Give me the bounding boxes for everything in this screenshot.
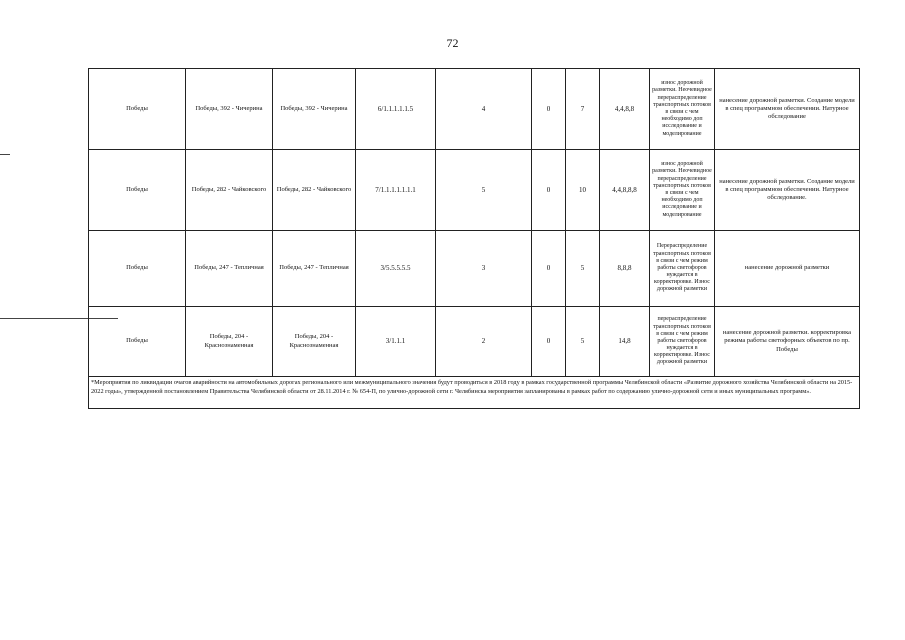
types-cell: 14,8 bbox=[600, 307, 650, 377]
code-cell: 7/1.1.1.1.1.1.1 bbox=[356, 150, 436, 231]
footnote-text: *Мероприятия по ликвидации очагов аварийности на автомобильных дорогах регионального или межмуниципального значения будут проводиться в 2018 году в рамках государственной программы Челябинской области «Развитие дорожного хозяйства Челябинской области на 2015-2022 годы», утвержденной постановлением Правительства Челябинской области от 28.11.2014 г. № 654-П, по улично-дорожной сети г. Челябинска мероприятия запланированы в рамках работ по содержанию улично-дорожной сети и иных муниципальных программ». bbox=[89, 377, 860, 409]
count-cell: 2 bbox=[436, 307, 532, 377]
code-cell: 6/1.1.1.1.1.5 bbox=[356, 69, 436, 150]
section-from-cell: Победы, 247 - Тепличная bbox=[186, 231, 273, 307]
section-to-cell: Победы, 282 - Чайковского bbox=[273, 150, 356, 231]
count-cell: 4 bbox=[436, 69, 532, 150]
street-cell: Победы bbox=[89, 307, 186, 377]
page-number: 72 bbox=[446, 36, 459, 50]
injured-cell: 7 bbox=[566, 69, 600, 150]
killed-cell: 0 bbox=[532, 150, 566, 231]
section-to-cell: Победы, 392 - Чичерина bbox=[273, 69, 356, 150]
types-cell: 8,8,8 bbox=[600, 231, 650, 307]
scan-artifact-line-left bbox=[0, 154, 10, 155]
section-to-cell: Победы, 247 - Тепличная bbox=[273, 231, 356, 307]
table-row bbox=[89, 307, 860, 377]
measures-cell: нанесение дорожной разметки. Создание модели в спец программном обеспечении. Натурное обследование bbox=[715, 69, 860, 150]
injured-cell: 5 bbox=[566, 307, 600, 377]
count-cell: 5 bbox=[436, 150, 532, 231]
table-row bbox=[89, 150, 860, 231]
types-cell: 4,4,8,8 bbox=[600, 69, 650, 150]
table-row bbox=[89, 69, 860, 150]
killed-cell: 0 bbox=[532, 307, 566, 377]
problem-cell: Перераспределение транспортных потоков в связи с чем режим работы светофоров нуждается в корректировке. Износ дорожной разметки bbox=[650, 231, 715, 307]
section-from-cell: Победы, 392 - Чичерина bbox=[186, 69, 273, 150]
killed-cell: 0 bbox=[532, 231, 566, 307]
problem-cell: износ дорожной разметки. Неочевидное перераспределение транспортных потоков в связи с чем необходимо доп исследование и моделирование bbox=[650, 69, 715, 150]
measures-cell: нанесение дорожной разметки. Создание модели в спец программном обеспечении. Натурное обследование. bbox=[715, 150, 860, 231]
code-cell: 3/5.5.5.5.5 bbox=[356, 231, 436, 307]
problem-cell: износ дорожной разметки. Неочевидное перераспределение транспортных потоков в связи с чем необходимо доп исследование и моделирование bbox=[650, 150, 715, 231]
table-row bbox=[89, 231, 860, 307]
injured-cell: 5 bbox=[566, 231, 600, 307]
count-cell: 3 bbox=[436, 231, 532, 307]
problem-cell: перераспределение транспортных потоков в связи с чем режим работы светофоров нуждается в корректировке. Износ дорожной разметки bbox=[650, 307, 715, 377]
street-cell: Победы bbox=[89, 69, 186, 150]
measures-cell: нанесение дорожной разметки. корректировка режима работы светофорных объектов по пр. Победы bbox=[715, 307, 860, 377]
measures-cell: нанесение дорожной разметки bbox=[715, 231, 860, 307]
section-from-cell: Победы, 204 - Краснознаменная bbox=[186, 307, 273, 377]
street-cell: Победы bbox=[89, 150, 186, 231]
injured-cell: 10 bbox=[566, 150, 600, 231]
footnote-row bbox=[89, 377, 860, 409]
code-cell: 3/1.1.1 bbox=[356, 307, 436, 377]
street-cell: Победы bbox=[89, 231, 186, 307]
accident-sites-table bbox=[88, 68, 860, 409]
killed-cell: 0 bbox=[532, 69, 566, 150]
section-from-cell: Победы, 282 - Чайковского bbox=[186, 150, 273, 231]
section-to-cell: Победы, 204 - Краснознаменная bbox=[273, 307, 356, 377]
types-cell: 4,4,8,8,8 bbox=[600, 150, 650, 231]
